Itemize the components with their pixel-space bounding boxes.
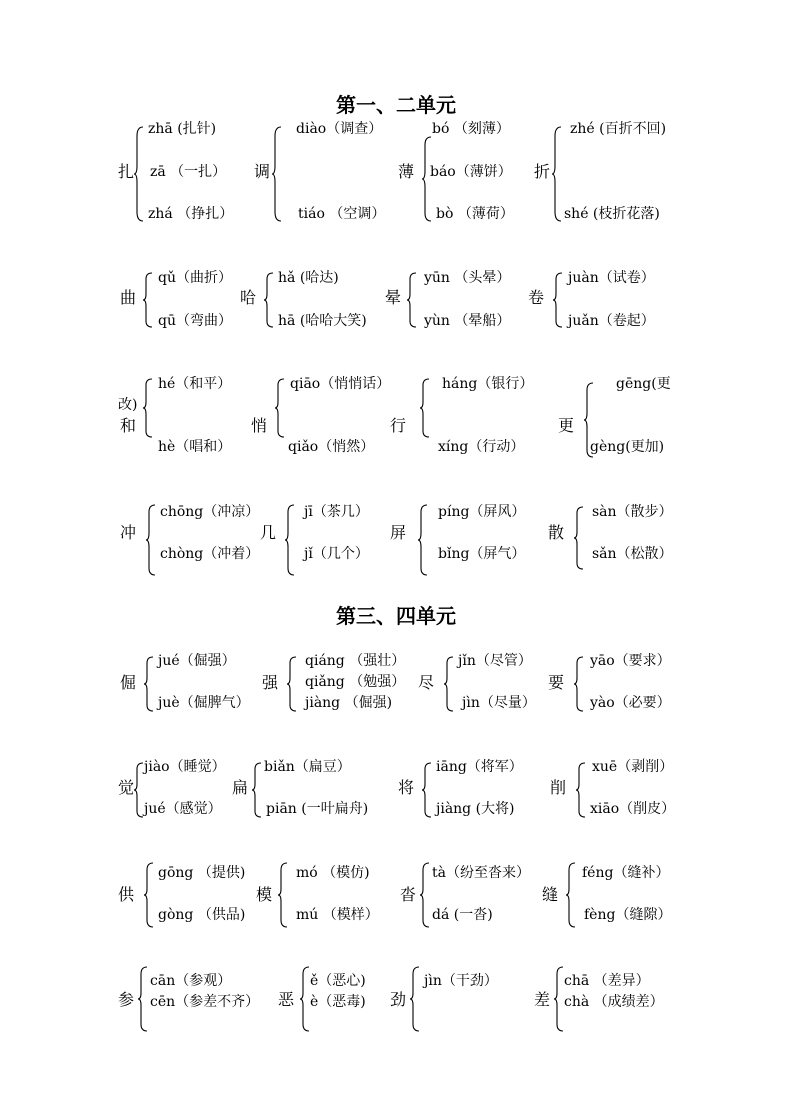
polyphone-char: 倔: [120, 673, 137, 692]
brace: [566, 862, 576, 928]
polyphone-char: 缝: [542, 885, 559, 904]
brace: [574, 656, 584, 712]
brace: [422, 762, 432, 818]
polyphone-char: 冲: [120, 523, 137, 542]
polyphone-char: 调: [254, 162, 271, 181]
reading: sǎn（松散）: [592, 546, 673, 562]
reading: juè（倔脾气）: [158, 695, 250, 711]
reading: háng（银行）: [442, 376, 534, 392]
reading: biǎn（扁豆）: [264, 759, 351, 775]
reading: bó （刻薄）: [432, 121, 510, 137]
reading: hè（唱和）: [158, 439, 232, 455]
reading: jī（茶几）: [304, 504, 369, 520]
polyphone-char: 卷: [528, 288, 545, 307]
reading: zhé (百折不回): [570, 121, 667, 137]
reading: jǐn（尽管）: [458, 653, 532, 669]
polyphone-char: 差: [534, 990, 551, 1009]
section-title-units-3-4: 第三、四单元: [336, 604, 456, 628]
reading: yào（必要）: [590, 695, 671, 711]
polyphone-char: 散: [548, 523, 565, 542]
reading: yùn （晕船）: [424, 313, 511, 329]
reading: jué（倔强）: [158, 653, 236, 669]
polyphone-char: 模: [256, 885, 273, 904]
brace: [553, 272, 563, 328]
brace: [407, 272, 417, 328]
polyphone-char: 悄: [251, 416, 268, 435]
brace: [554, 966, 564, 1032]
brace: [134, 762, 144, 818]
polyphone-char: 屏: [390, 523, 407, 542]
reading: zhā (扎针): [148, 121, 217, 137]
reading: hā (哈哈大笑): [278, 313, 367, 329]
brace: [420, 862, 430, 928]
reading: zā （一扎）: [150, 164, 227, 180]
reading: féng（缝补）: [582, 865, 670, 881]
reading: jué（感觉）: [144, 801, 222, 817]
reading: tà（纷至沓来）: [432, 865, 530, 881]
brace: [144, 656, 154, 712]
brace: [275, 378, 285, 438]
reading: yāo（要求）: [590, 653, 671, 669]
reading: zhá （挣扎）: [148, 206, 234, 222]
reading: chòng（冲着）: [160, 546, 260, 562]
polyphone-char: 晕: [385, 288, 402, 307]
reading: chà （成绩差）: [564, 994, 664, 1010]
reading: jìn（干劲）: [424, 973, 498, 989]
reading: qiáng （强壮）: [305, 653, 406, 669]
reading: cēn（参差不齐）: [150, 994, 260, 1010]
brace: [418, 504, 428, 576]
brace: [143, 378, 153, 438]
reading: qiāo（悄悄话）: [290, 376, 391, 392]
brace: [146, 504, 156, 576]
polyphone-char: 扎: [118, 162, 135, 181]
reading: cān（参观）: [150, 973, 232, 989]
reading: jiàng (大将): [436, 801, 515, 817]
brace: [420, 378, 430, 438]
reading: tiáo （空调）: [298, 206, 386, 222]
brace: [552, 126, 562, 222]
brace: [264, 272, 274, 328]
reading: yūn （头晕）: [424, 270, 511, 286]
reading: gōng （提供): [158, 865, 246, 881]
reading: juàn（试卷）: [568, 270, 655, 286]
reading: hé（和平）: [158, 376, 232, 392]
reading: diào（调查）: [296, 121, 383, 137]
reading: báo（薄饼）: [430, 164, 512, 180]
brace: [410, 966, 420, 1032]
reading: xuē（剥削）: [592, 759, 674, 775]
reading: gèng(更加): [590, 439, 665, 455]
reading: gòng （供品): [158, 907, 246, 923]
polyphone-char: 扁: [232, 778, 249, 797]
reading: chā （差异）: [564, 973, 650, 989]
reading: píng（屏风）: [438, 504, 526, 520]
reading: mú （模样）: [296, 907, 379, 923]
brace: [143, 272, 153, 328]
reading: bǐng（屏气）: [438, 546, 526, 562]
polyphone-char: 几: [260, 523, 277, 542]
polyphone-char: 恶: [278, 990, 295, 1009]
reading: piān (一叶扁舟): [266, 801, 369, 817]
reading: qū（弯曲）: [158, 313, 232, 329]
reading: sàn（散步）: [592, 504, 673, 520]
polyphone-char: 薄: [398, 162, 415, 181]
polyphone-char: 更: [558, 416, 575, 435]
reading: ě（恶心): [310, 973, 366, 989]
brace: [138, 966, 148, 1032]
reading: juǎn（卷起）: [568, 313, 655, 329]
reading: xíng（行动）: [438, 439, 525, 455]
reading: jiào（睡觉）: [144, 759, 226, 775]
reading: xiāo（削皮）: [590, 801, 676, 817]
polyphone-char: 削: [550, 778, 567, 797]
brace: [576, 762, 586, 818]
polyphone-char: 沓: [400, 885, 417, 904]
reading: bò （薄荷）: [436, 206, 514, 222]
polyphone-char: 要: [548, 673, 565, 692]
brace: [144, 862, 154, 928]
brace: [300, 966, 310, 1032]
polyphone-char: 尽: [418, 673, 435, 692]
reading: jiàng （倔强): [305, 695, 393, 711]
reading: è（恶毒): [310, 994, 366, 1010]
polyphone-char: 行: [390, 416, 407, 435]
brace: [278, 862, 288, 928]
section-title-units-1-2: 第一、二单元: [336, 93, 456, 117]
reading: iāng（将军）: [436, 759, 523, 775]
brace: [252, 762, 262, 818]
polyphone-char: 参: [118, 990, 135, 1009]
reading: qǔ（曲折）: [158, 270, 232, 286]
polyphone-char: 折: [534, 162, 551, 181]
polyphone-char: 劲: [390, 990, 407, 1009]
polyphone-char: 曲: [120, 288, 137, 307]
polyphone-char: 哈: [240, 288, 257, 307]
reading: jìn（尽量）: [462, 695, 536, 711]
reading-prefix: 改): [118, 397, 138, 413]
reading: qiǎo（悄然）: [288, 439, 375, 455]
reading: qiǎng （勉强）: [305, 674, 406, 690]
reading: chōng（冲凉）: [160, 504, 260, 520]
reading: dá (一沓): [432, 907, 493, 923]
reading: jǐ（几个）: [304, 546, 369, 562]
reading: fèng（缝隙）: [584, 907, 672, 923]
polyphone-char: 强: [262, 673, 279, 692]
brace: [444, 656, 454, 712]
polyphone-char: 和: [120, 416, 137, 435]
brace: [287, 656, 297, 712]
brace: [134, 126, 144, 222]
reading: shé (枝折花落): [564, 206, 660, 222]
reading: mó （模仿): [296, 865, 370, 881]
polyphone-char: 将: [398, 778, 415, 797]
polyphone-char: 供: [118, 885, 135, 904]
reading: hǎ (哈达): [278, 270, 339, 286]
brace: [272, 126, 282, 222]
brace: [285, 504, 295, 576]
brace: [574, 506, 584, 570]
reading: gēng(更: [616, 376, 671, 392]
polyphone-char: 觉: [118, 778, 135, 797]
